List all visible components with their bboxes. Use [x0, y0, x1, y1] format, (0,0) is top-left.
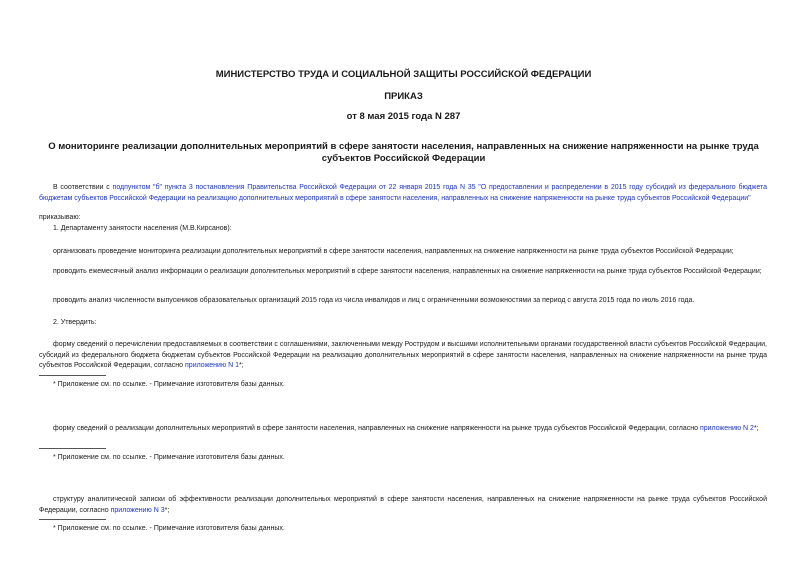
item-2-b-end: *;: [753, 425, 759, 432]
doc-type-heading: ПРИКАЗ: [384, 91, 423, 102]
preamble: [39, 183, 767, 204]
item-2-b-text: форму сведений о реализации дополнительных мероприятий в сфере занятости населения, направленных на снижение напряженности на рынке труда субъектов Российской Федерации, согласно: [53, 425, 700, 432]
item-2-c-end: *;: [164, 506, 170, 514]
document-title: О мониторинге реализации дополнительных мероприятий в сфере занятости населения, направленных на снижение напряженности на рынке труда субъектов Российской Федерации: [48, 141, 759, 164]
resolution-link[interactable]: подпунктом "б" пункта 3 постановления Правительства Российской Федерации от 22 января 2015 года N 35 "О предоставлении и распределении в 2015 году субсидий из федерального бюджета бюджетам субъектов Российской Федерации на реализацию дополнительных мероприятий в сфере занятости населения, направленных на снижение напряженности на рынке труда субъектов Российской Федерации": [39, 184, 767, 202]
item-1-a: организовать проведение мониторинга реализации дополнительных мероприятий в сфере занятости населения, направленных на снижение напряженности на рынке труда субъектов Российской Федерации;: [53, 248, 734, 255]
item-2-c: [39, 495, 767, 516]
footnote-1: * Приложение см. по ссылке. - Примечание изготовителя базы данных.: [53, 381, 285, 388]
footnote-rule: [39, 519, 106, 520]
preamble-text: В соответствии с: [53, 184, 113, 191]
appendix-1-link[interactable]: приложению N 1: [185, 362, 240, 369]
item-1-b: проводить ежемесячный анализ информации о реализации дополнительных мероприятий в сфере занятости населения, направленных на снижение напряженности на рынке труда субъектов Российской Федерации;: [53, 268, 762, 275]
item-2-c-text: структуру аналитической записки об эффективности реализации дополнительных мероприятий в сфере занятости населения, направленных на снижение напряженности на рынке труда субъектов Российской Федерации, согласно: [39, 496, 767, 514]
footnote-3: * Приложение см. по ссылке. - Примечание изготовителя базы данных.: [53, 525, 285, 532]
date-number: от 8 мая 2015 года N 287: [346, 111, 461, 122]
order-word: приказываю:: [39, 214, 81, 221]
footnote-rule: [39, 448, 106, 449]
item-2-b: [39, 424, 767, 435]
appendix-3-link[interactable]: приложению N 3: [110, 506, 165, 514]
footnote-rule: [39, 375, 106, 376]
item-1-c: проводить анализ численности выпускников образовательных организаций 2015 года из числа инвалидов и лиц с ограниченными возможностями за период с августа 2015 года по июль 2016 года.: [53, 297, 695, 304]
item-2-a: [39, 340, 767, 372]
footnote-2: * Приложение см. по ссылке. - Примечание изготовителя базы данных.: [53, 454, 285, 461]
item-1-heading: 1. Департаменту занятости населения (М.В.Кирсанов):: [53, 225, 232, 232]
appendix-2-link[interactable]: приложению N 2: [699, 425, 754, 432]
item-2-a-text: форму сведений о перечислении предоставляемых в соответствии с соглашениями, заключенными между Рострудом и высшими исполнительными органами государственной власти субъектов Российской Федерации, субсидий из федерального бюджета бюджетам субъектов Российской Федерации на реализацию дополнительных мероприятий в сфере занятости населения, направленных на снижение напряженности на рынке труда субъектов Российской Федерации, согласно: [39, 341, 767, 369]
item-2-heading: 2. Утвердить:: [53, 319, 97, 326]
item-2-a-end: *;: [239, 362, 244, 369]
ministry-heading: МИНИСТЕРСТВО ТРУДА И СОЦИАЛЬНОЙ ЗАЩИТЫ РОССИЙСКОЙ ФЕДЕРАЦИИ: [215, 69, 592, 80]
